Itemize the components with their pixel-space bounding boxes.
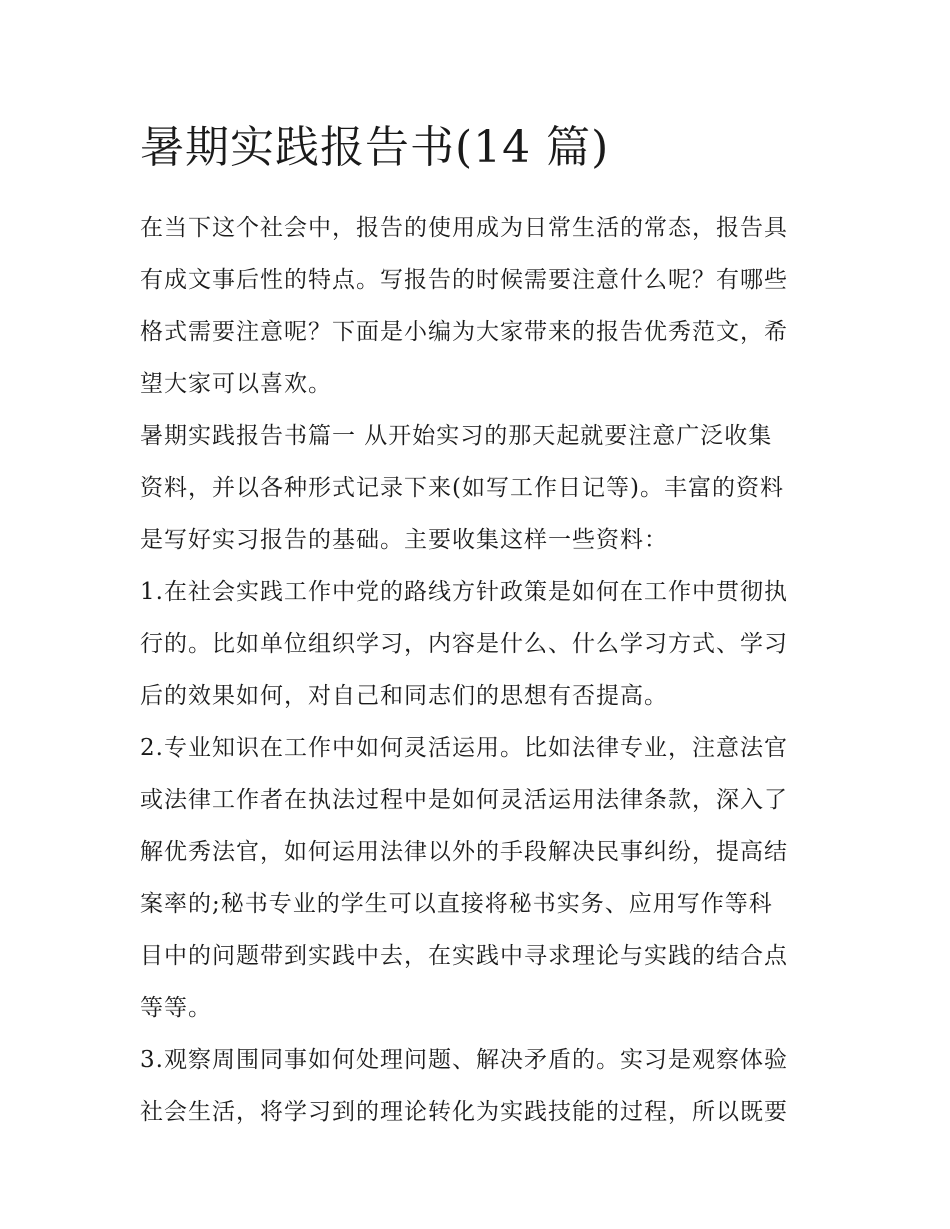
text-line: 是写好实习报告的基础。主要收集这样一些资料： [140,527,668,553]
text-line: 有成文事后性的特点。写报告的时候需要注意什么呢？有哪些 [140,267,788,293]
text-line: 望大家可以喜欢。 [140,371,332,397]
text-line: 或法律工作者在执法过程中是如何灵活运用法律条款，深入了 [140,787,788,813]
text-line: 案率的;秘书专业的学生可以直接将秘书实务、应用写作等科 [140,891,773,917]
text-line: 格式需要注意呢？下面是小编为大家带来的报告优秀范文，希 [140,319,788,345]
text-line: 2.专业知识在工作中如何灵活运用。比如法律专业，注意法官 [140,735,788,761]
text-line: 1.在社会实践工作中党的路线方针政策是如何在工作中贯彻执 [140,579,788,605]
paragraph-item-3 [140,1034,820,1138]
text-line: 目中的问题带到实践中去，在实践中寻求理论与实践的结合点 [140,943,788,969]
text-line: 行的。比如单位组织学习，内容是什么、什么学习方式、学习 [140,631,788,657]
paragraph-item-2 [140,722,820,1034]
paragraph-section-one [140,410,820,566]
text-line: 暑期实践报告书篇一 从开始实习的那天起就要注意广泛收集 [140,423,773,449]
document-page [140,112,820,1138]
text-line: 在当下这个社会中，报告的使用成为日常生活的常态，报告具 [140,215,788,241]
text-line: 社会生活，将学习到的理论转化为实践技能的过程，所以既要 [140,1099,788,1125]
text-line: 后的效果如何，对自己和同志们的思想有否提高。 [140,683,668,709]
paragraph-intro [140,202,820,410]
text-line: 3.观察周围同事如何处理问题、解决矛盾的。实习是观察体验 [140,1047,788,1073]
text-line: 资料，并以各种形式记录下来(如写工作日记等)。丰富的资料 [140,475,784,501]
document-title: 暑期实践报告书(14 篇) [140,122,610,173]
text-line: 解优秀法官，如何运用法律以外的手段解决民事纠纷，提高结 [140,839,788,865]
text-line: 等等。 [140,995,212,1021]
paragraph-item-1 [140,566,820,722]
